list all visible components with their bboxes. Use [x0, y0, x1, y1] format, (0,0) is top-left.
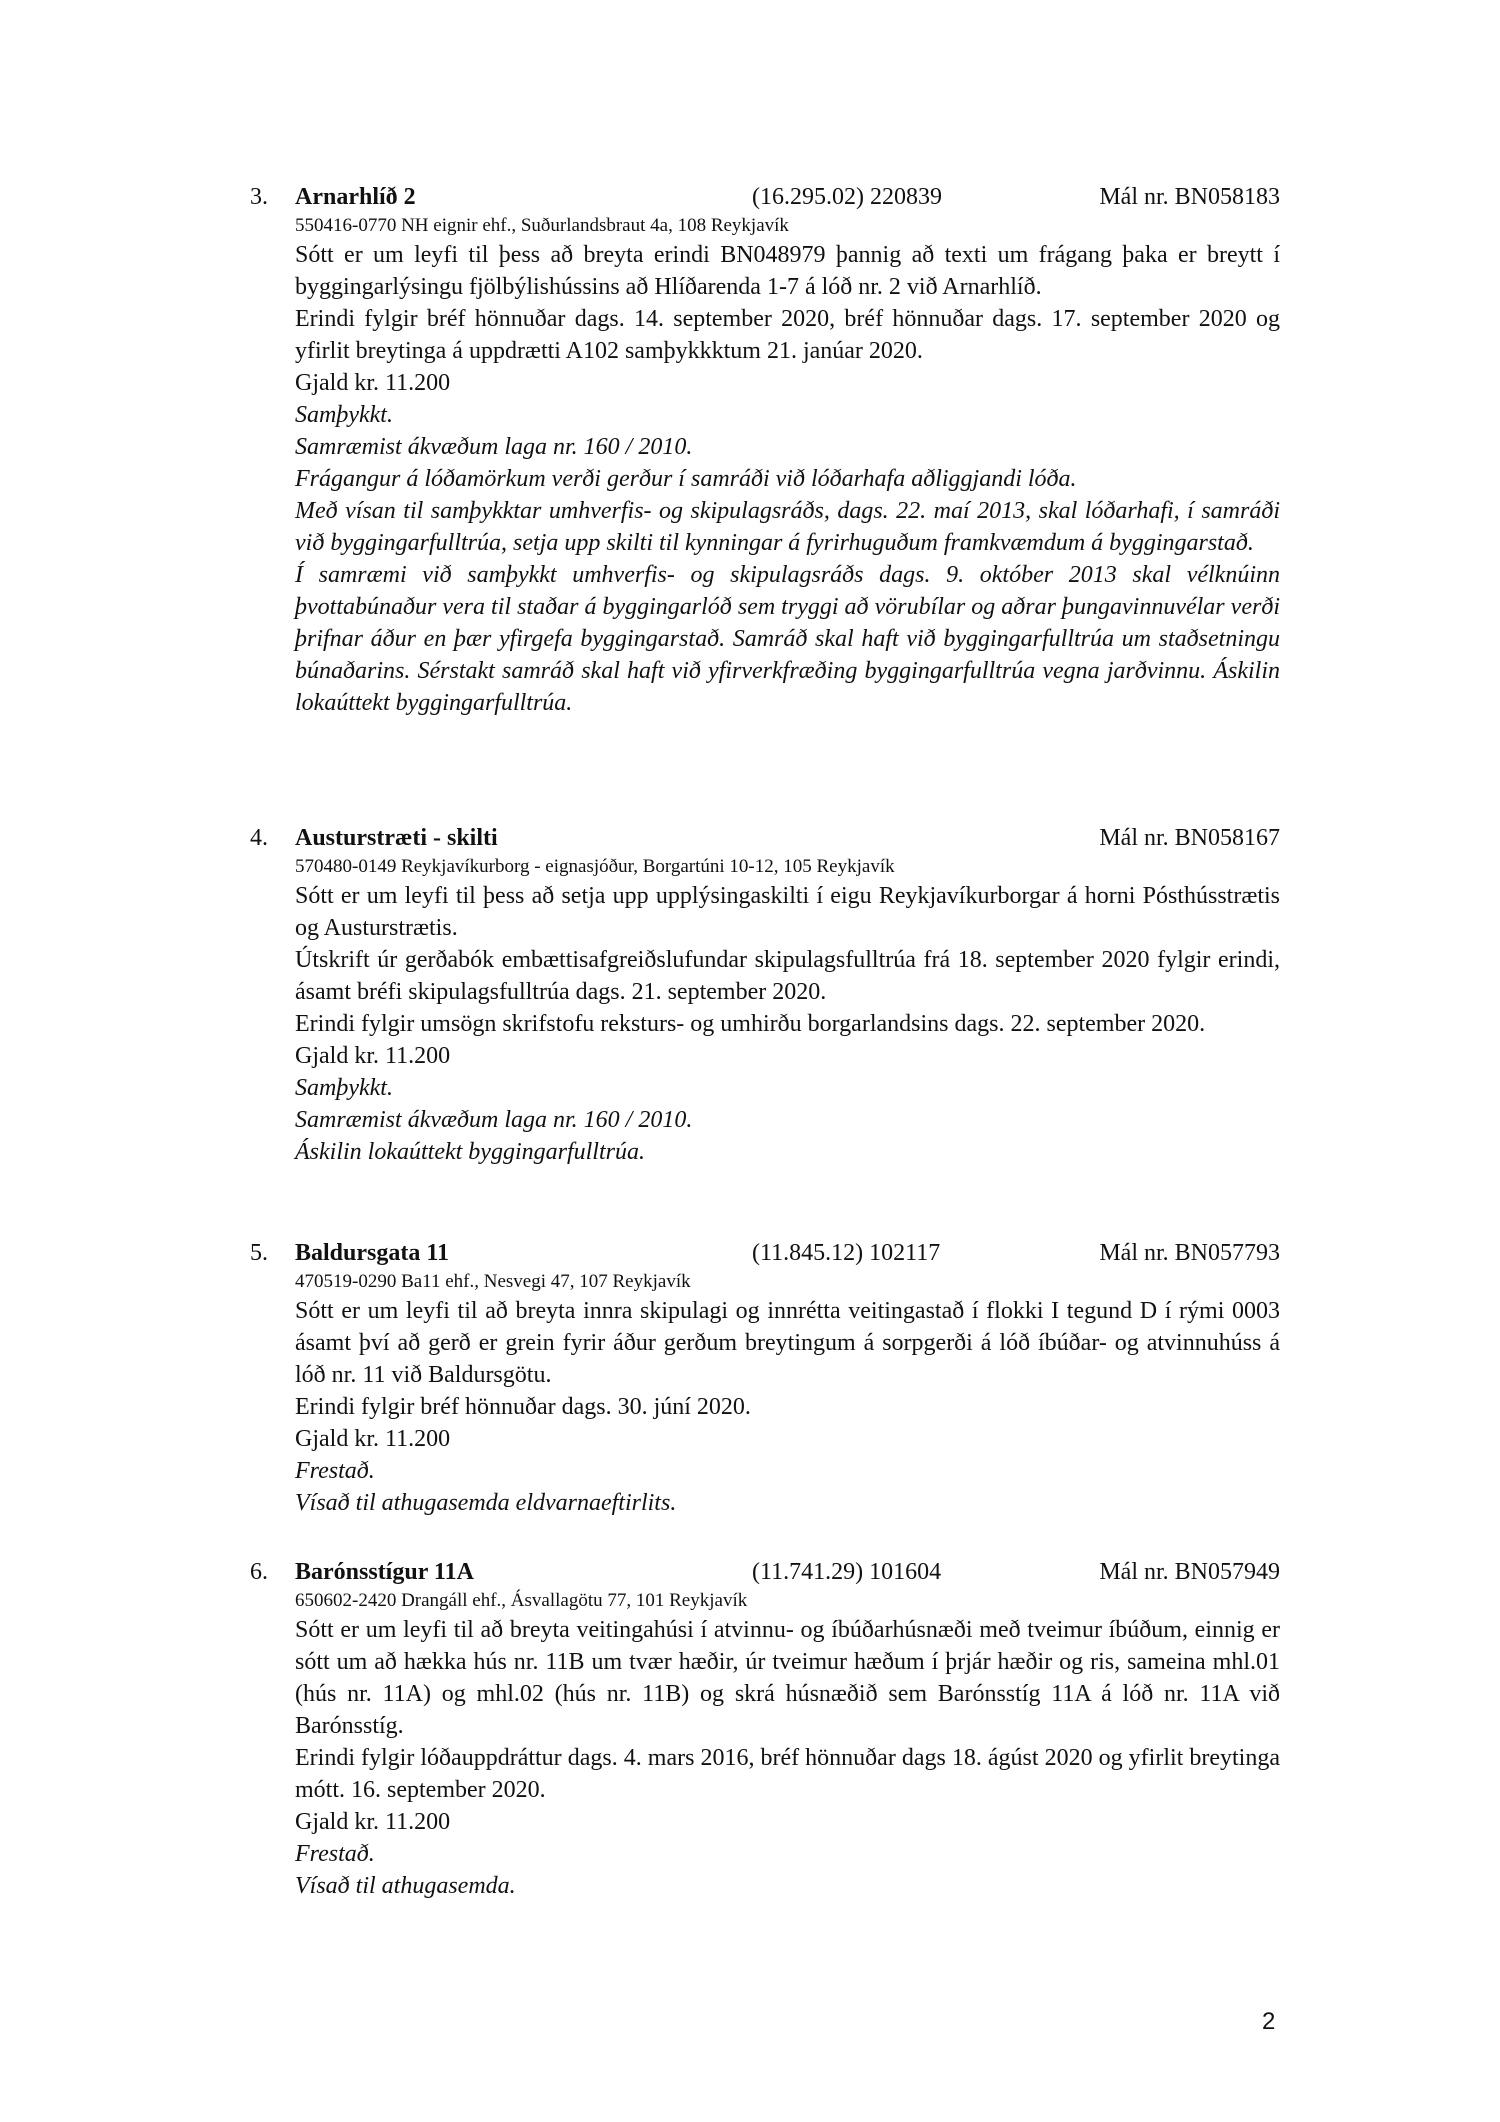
case-mal-nr: Mál nr. BN057793 [1099, 1240, 1280, 1266]
page-number: 2 [1262, 2008, 1276, 2035]
case-decision: Frágangur á lóðamörkum verði gerður í samráði við lóðarhafa aðliggjandi lóða. [295, 466, 1077, 492]
case-paragraph: Erindi fylgir bréf hönnuðar dags. 30. júní 2020. [295, 1394, 751, 1420]
case-number: 3. [250, 184, 268, 210]
case-6 [250, 1556, 1280, 1902]
case-paragraph: Erindi fylgir umsögn skrifstofu reksturs- og umhirðu borgarlandsins dags. 22. september 2020. [295, 1011, 1206, 1037]
case-reference: (16.295.02) 220839 [752, 184, 942, 210]
case-reference: (11.845.12) 102117 [752, 1240, 941, 1266]
case-header [250, 1237, 1280, 1269]
case-decision: Í samræmi við samþykkt umhverfis- og skipulagsráðs dags. 9. október 2013 skal vélknúinn þvottabúnaður vera til staðar á byggingarlóð sem tryggi að vörubílar og aðrar þungavinnuvélar verði þrifnar áður en þær yfirgefa byggingarstað. Samráð skal haft við byggingarfulltrúa um staðsetningu búnaðarins. Sérstakt samráð skal haft við yfirverkfræðing byggingarfulltrúa vegna jarðvinnu. Áskilin lokaúttekt byggingarfulltrúa. [295, 562, 1280, 716]
case-decision: Samræmist ákvæðum laga nr. 160 / 2010. [295, 434, 693, 460]
case-header [250, 1556, 1280, 1588]
case-body [295, 854, 1280, 1168]
case-applicant: 550416-0770 NH eignir ehf., Suðurlandsbraut 4a, 108 Reykjavík [295, 215, 789, 236]
case-fee: Gjald kr. 11.200 [295, 1426, 451, 1452]
case-mal-nr: Mál nr. BN058183 [1099, 184, 1280, 210]
case-paragraph: Sótt er um leyfi til að breyta innra skipulagi og innrétta veitingastað í flokki I tegund D í rými 0003 ásamt því að gerð er grein fyrir áður gerðum breytingum á sorpgerði á lóð íbúðar- og atvinnuhúss á lóð nr. 11 við Baldursgötu. [295, 1298, 1280, 1388]
case-fee: Gjald kr. 11.200 [295, 370, 451, 396]
case-applicant: 570480-0149 Reykjavíkurborg - eignasjóður, Borgartúni 10-12, 105 Reykjavík [295, 856, 895, 877]
case-header [250, 822, 1280, 854]
case-decision: Samþykkt. [295, 1075, 393, 1101]
case-title: Baldursgata 11 [295, 1240, 450, 1266]
case-decision: Með vísan til samþykktar umhverfis- og skipulagsráðs, dags. 22. maí 2013, skal lóðarhafi, í samráði við byggingarfulltrúa, setja upp skilti til kynningar á fyrirhuguðum framkvæmdum á byggingarstað. [295, 498, 1280, 556]
case-paragraph: Erindi fylgir lóðauppdráttur dags. 4. mars 2016, bréf hönnuðar dags 18. ágúst 2020 og yfirlit breytinga mótt. 16. september 2020. [295, 1745, 1280, 1803]
case-decision: Vísað til athugasemda. [295, 1873, 516, 1899]
case-applicant: 650602-2420 Drangáll ehf., Ásvallagötu 77, 101 Reykjavík [295, 1590, 748, 1611]
case-paragraph: Útskrift úr gerðabók embættisafgreiðslufundar skipulagsfulltrúa frá 18. september 2020 fylgir erindi, ásamt bréfi skipulagsfulltrúa dags. 21. september 2020. [295, 947, 1280, 1005]
case-4 [250, 822, 1280, 1168]
case-applicant: 470519-0290 Ba11 ehf., Nesvegi 47, 107 Reykjavík [295, 1271, 691, 1292]
case-title: Austurstræti - skilti [295, 825, 498, 851]
case-5 [250, 1237, 1280, 1519]
case-mal-nr: Mál nr. BN057949 [1099, 1559, 1280, 1585]
case-decision: Frestað. [295, 1458, 375, 1484]
case-paragraph: Sótt er um leyfi til þess að setja upp upplýsingaskilti í eigu Reykjavíkurborgar á horni Pósthússtrætis og Austurstrætis. [295, 883, 1280, 941]
case-paragraph: Sótt er um leyfi til þess að breyta erindi BN048979 þannig að texti um frágang þaka er breytt í byggingarlýsingu fjölbýlishússins að Hlíðarenda 1-7 á lóð nr. 2 við Arnarhlíð. [295, 242, 1280, 300]
case-3 [250, 181, 1280, 719]
case-number: 4. [250, 825, 268, 851]
case-fee: Gjald kr. 11.200 [295, 1809, 451, 1835]
case-fee: Gjald kr. 11.200 [295, 1043, 451, 1069]
case-decision: Samþykkt. [295, 402, 393, 428]
case-reference: (11.741.29) 101604 [752, 1559, 942, 1585]
case-paragraph: Sótt er um leyfi til að breyta veitingahúsi í atvinnu- og íbúðarhúsnæði með tveimur íbúðum, einnig er sótt um að hækka hús nr. 11B um tvær hæðir, úr tveimur hæðum í þrjár hæðir og ris, sameina mhl.01 (hús nr. 11A) og mhl.02 (hús nr. 11B) og skrá húsnæðið sem Barónsstíg 11A á lóð nr. 11A við Barónsstíg. [295, 1617, 1280, 1739]
case-number: 5. [250, 1240, 268, 1266]
case-body [295, 1269, 1280, 1519]
case-title: Arnarhlíð 2 [295, 184, 416, 210]
case-mal-nr: Mál nr. BN058167 [1099, 825, 1280, 851]
case-paragraph: Erindi fylgir bréf hönnuðar dags. 14. september 2020, bréf hönnuðar dags. 17. september 2020 og yfirlit breytinga á uppdrætti A102 samþykkktum 21. janúar 2020. [295, 306, 1280, 364]
case-title: Barónsstígur 11A [295, 1559, 474, 1585]
case-body [295, 1588, 1280, 1902]
case-body [295, 213, 1280, 719]
case-decision: Frestað. [295, 1841, 375, 1867]
case-number: 6. [250, 1559, 268, 1585]
case-decision: Vísað til athugasemda eldvarnaeftirlits. [295, 1490, 677, 1516]
case-decision: Samræmist ákvæðum laga nr. 160 / 2010. [295, 1107, 693, 1133]
case-decision: Áskilin lokaúttekt byggingarfulltrúa. [295, 1139, 645, 1165]
case-header [250, 181, 1280, 213]
